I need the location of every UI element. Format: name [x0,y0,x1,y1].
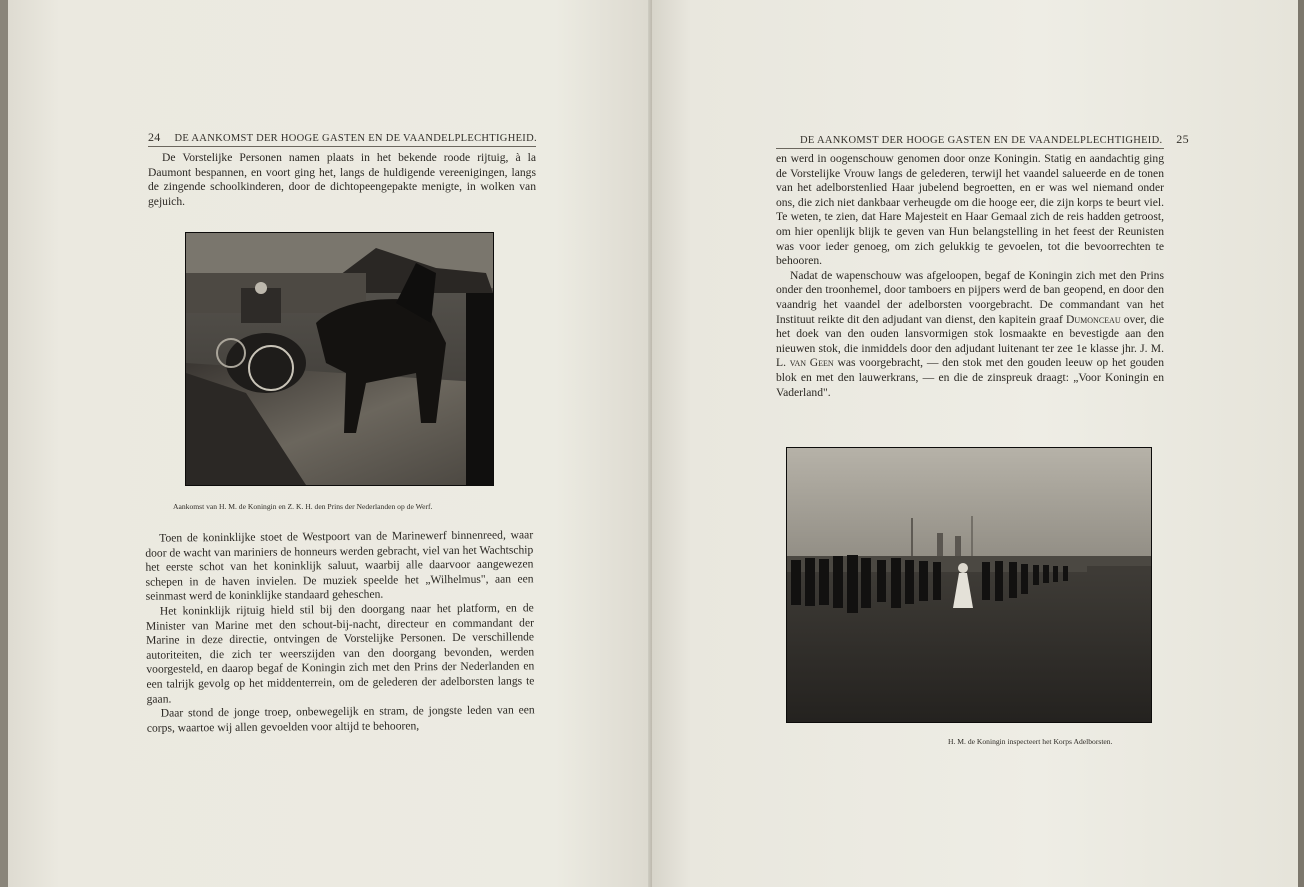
paragraph: en werd in oogenschouw genomen door onze Koningin. Statig en aandachtig ging de Vorstelijke Vrouw langs de gelederen, terwijl het vaandel salueerde en de tonen van het adelborstenlied Haar jubelend begroetten, en er was wel niemand onder ons, die zich niet dankbaar verheugde om die hooge eer, die zijn korps te beurt viel. Te weten, te zien, dat Hare Majesteit en Haar Gemaal zich de reis hadden getroost, om hier openlijk blijk te geven van Hun belangstelling in het feest der Reunisten was voor ieder genoeg, om zich gelukkig te gevoelen, tot die bevoorrechten te behooren. [776,152,1164,268]
page-number: 24 [148,130,161,144]
paragraph: De Vorstelijke Personen namen plaats in het bekende roode rijtuig, à la Daumont bespannen, en voort ging het, langs de huldigende vereenigingen, langs de zingende schoolkinderen, door de dichtopeengepakte menigte, in wolken van gejuich. [148,151,536,208]
right-page [652,0,1298,887]
carriage-photo-image [186,233,493,485]
left-paragraph-1 [148,151,536,209]
inspection-photo-image [787,448,1151,722]
text-run: was voorgebracht, — den stok met den gouden leeuw op het gouden blok en met den lauwerkrans, — en die de zinspreuk draagt: „Voor Koningin en Vaderland". [776,356,1164,399]
left-running-header [148,130,537,145]
header-rule [776,148,1164,149]
book-edge-right [1298,0,1304,887]
page-number: 25 [1176,132,1189,146]
paragraph: Het koninklijk rijtuig hield stil bij den doorgang naar het platform, en de Minister van Marine met den schout-bij-nacht, directeur en commandant der Marine in deze directie, ontvingen de Vorstelijke Personen. De verschillende autoriteiten, die zich ter weerszijden van den doorgang bevonden, werden voorgesteld, en daarop begaf de Koningin zich met den Prins der Nederlanden en een talrijk gevolg op het middenterrein, om de gelederen der adelborsten langs te gaan. [145,601,535,706]
name-smallcaps: van Geen [789,356,834,370]
paragraph [776,269,1164,400]
paragraph: Daar stond de jonge troep, onbewegelijk en stram, de jongste leden van een corps, waartoe wij allen gevoelden voor altijd te behooren, [146,703,535,735]
text-run: over, die het doek van den ouden lansvormigen stok losmaakte en bevestigde aan den nieuwen stok, die inmiddels door den adjudant luitenant ter zee 1e klasse jhr. J. M. L. [776,312,1164,370]
carriage-photo-caption: Aankomst van H. M. de Koningin en Z. K. H. den Prins der Nederlanden op de Werf. [173,502,433,511]
left-page [8,0,652,887]
left-body-text [145,528,535,736]
name-smallcaps: Dumonceau [1066,312,1121,326]
inspection-photo-caption: H. M. de Koningin inspecteert het Korps Adelborsten. [948,737,1113,746]
text-run: Nadat de wapenschouw was afgeloopen, begaf de Koningin zich met den Prins onder den troonhemel, door tamboers en pijpers werd de ban geopend, en door den vaandrig het vaandel der adelborsten voorgebracht. De commandant van het Instituut reikte dit den adjudant van dienst, den kapitein graaf [776,268,1164,326]
book-edge-left [0,0,8,887]
running-head: DE AANKOMST DER HOOGE GASTEN EN DE VAANDELPLECHTIGHEID. [174,133,537,144]
inspection-photo [786,447,1152,723]
running-head: DE AANKOMST DER HOOGE GASTEN EN DE VAANDELPLECHTIGHEID. [800,135,1163,146]
right-body-text [776,152,1164,400]
header-rule [148,146,536,147]
right-running-header [800,132,1189,147]
carriage-photo [185,232,494,486]
paragraph: Toen de koninklijke stoet de Westpoort van de Marinewerf binnenreed, waar door de wacht van mariniers de honneurs werden gebracht, viel van het Wachtschip het eerste schot van het koninklijk saluut, waarbij alle daarvoor aangewezen schepen in de haven invielen. De muziek speelde het „Wilhelmus", aan een seinmast werd de koninklijke standaard geheschen. [145,528,534,604]
